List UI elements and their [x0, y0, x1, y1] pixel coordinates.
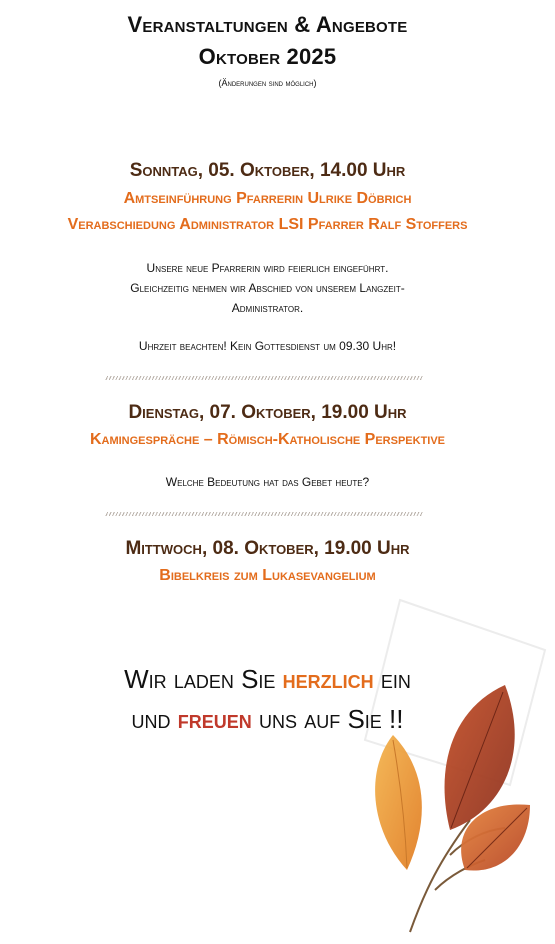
event-1-note: Uhrzeit beachten! Kein Gottesdienst um 09.30 Uhr! — [138, 339, 397, 353]
event-1-title-line1: Amtseinführung Pfarrerin Ulrike Döbrich — [123, 190, 412, 207]
divider — [105, 512, 423, 516]
event-1-desc-line1: Unsere neue Pfarrerin wird feierlich eingeführt. — [146, 261, 389, 275]
event-2-date: Dienstag, 07. Oktober, 19.00 Uhr — [128, 402, 407, 423]
invite-line1-part2: ein — [373, 664, 411, 694]
event-2-desc: Welche Bedeutung hat das Gebet heute? — [165, 475, 370, 489]
event-1-desc-line3: Administrator. — [231, 301, 304, 315]
changes-note: (Änderungen sind möglich) — [218, 78, 317, 88]
event-1-date: Sonntag, 05. Oktober, 14.00 Uhr — [129, 160, 406, 181]
event-1-title-line2: Verabschiedung Administrator LSI Pfarrer Ralf Stoffers — [67, 216, 468, 233]
event-2-title: Kamingespräche – Römisch-Katholische Perspektive — [89, 431, 446, 448]
invite-line2-part1: und — [131, 704, 178, 734]
invite-highlight-herzlich: herzlich — [282, 664, 374, 694]
event-1-desc-line2: Gleichzeitig nehmen wir Abschied von unserem Langzeit- — [130, 281, 405, 295]
invite-line2-part2: uns auf Sie !! — [251, 704, 404, 734]
invite-highlight-freuen: freuen — [177, 704, 252, 734]
autumn-leaves-icon — [355, 670, 550, 940]
page-title: Veranstaltungen & Angebote — [127, 12, 408, 37]
event-3-title: Bibelkreis zum Lukasevangelium — [159, 567, 376, 584]
page-subtitle: Oktober 2025 — [198, 44, 337, 69]
event-3-date: Mittwoch, 08. Oktober, 19.00 Uhr — [125, 538, 410, 559]
divider — [105, 376, 423, 380]
invite-line1-part1: Wir laden Sie — [124, 664, 283, 694]
